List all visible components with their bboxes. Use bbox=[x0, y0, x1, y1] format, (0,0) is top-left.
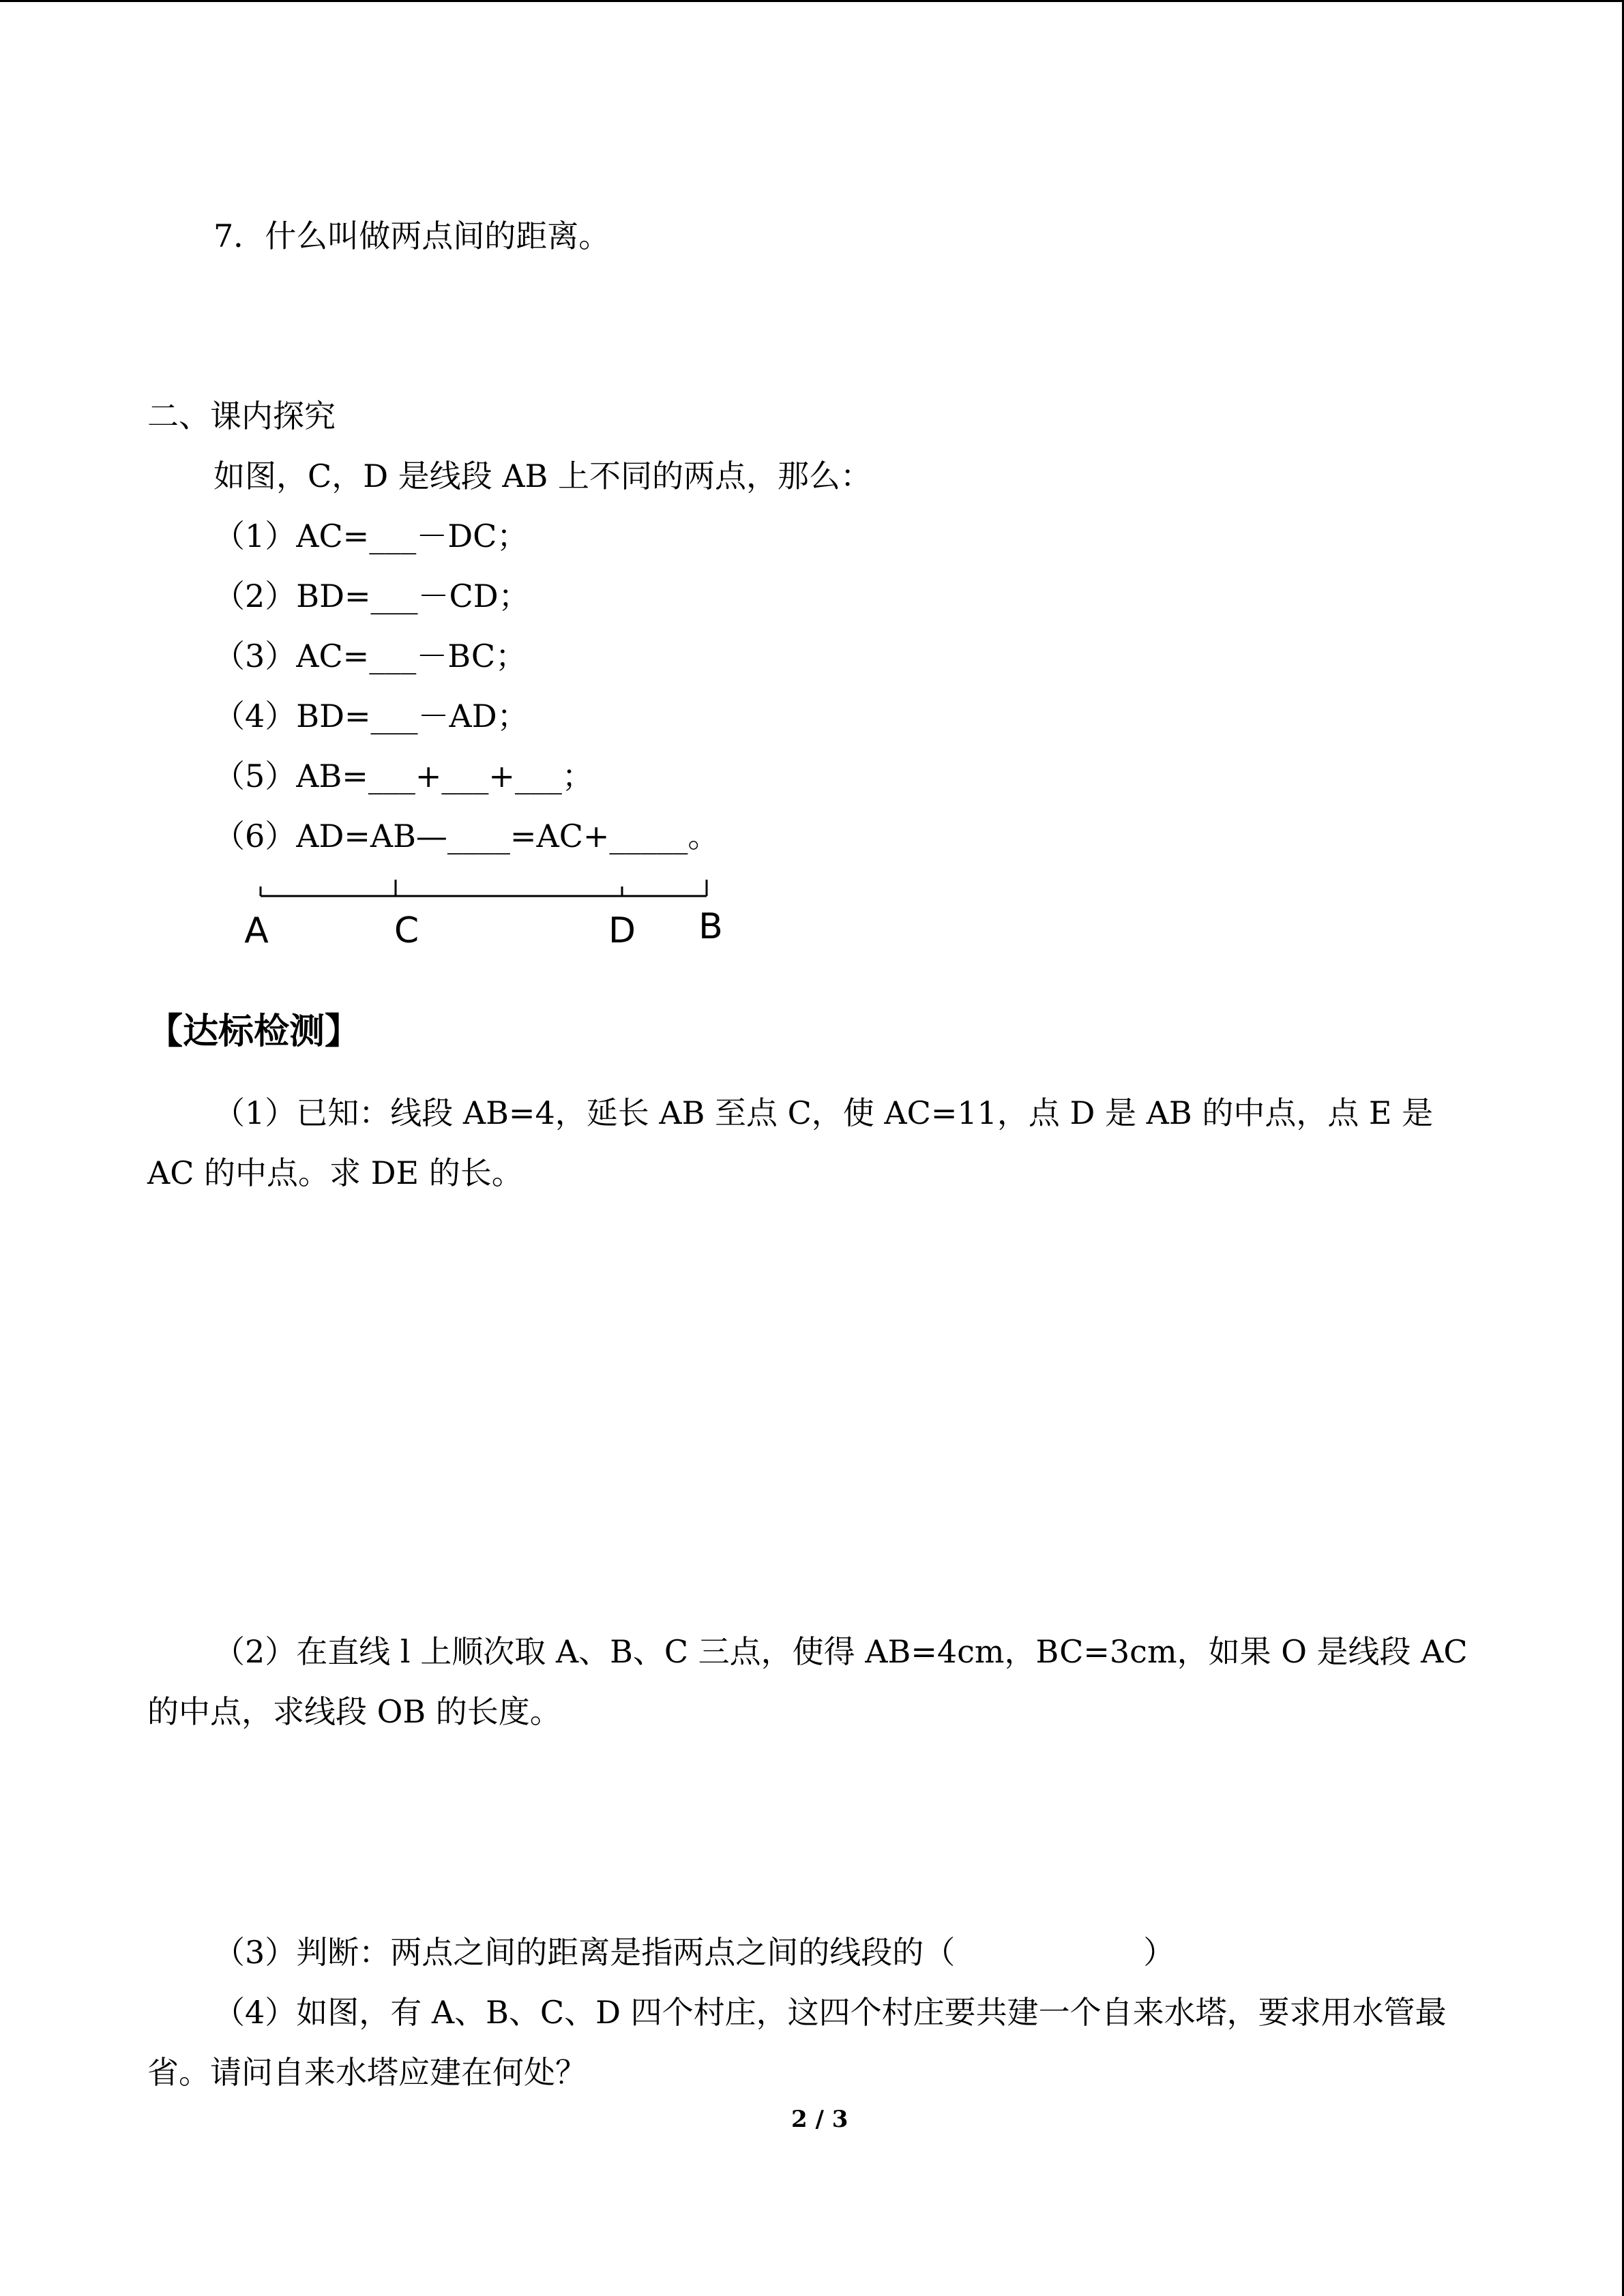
label-b: B bbox=[698, 906, 723, 947]
label-c: C bbox=[394, 910, 419, 951]
check-question-2: （2）在直线 l 上顺次取 A、B、C 三点，使得 AB=4cm，BC=3cm，如果 O 是线段 AC 的中点，求线段 OB 的长度。 bbox=[147, 1633, 1468, 1730]
top-border bbox=[0, 0, 1624, 2]
fill-item-6: （6）AD=AB—____=AC+_____。 bbox=[213, 818, 720, 854]
question-7: 7．什么叫做两点间的距离。 bbox=[213, 218, 610, 254]
fill-item-5: （5）AB=___+___+___； bbox=[213, 758, 593, 794]
check-question-3: （3）判断：两点之间的距离是指两点之间的线段的（ ） bbox=[213, 1934, 1175, 1971]
section-title: 二、课内探究 bbox=[147, 398, 336, 434]
inquiry-intro: 如图，C，D 是线段 AB 上不同的两点，那么： bbox=[213, 458, 872, 494]
fill-item-2: （2）BD=___－CD； bbox=[213, 578, 530, 614]
label-d: D bbox=[608, 910, 636, 951]
check-question-4: （4）如图，有 A、B、C、D 四个村庄，这四个村庄要共建一个自来水塔，要求用水管最省。请问自来水塔应建在何处？ bbox=[147, 1994, 1447, 2091]
fill-item-1: （1）AC=___－DC； bbox=[213, 518, 529, 554]
segment-figure bbox=[225, 866, 743, 955]
page-number: 2 / 3 bbox=[791, 2106, 848, 2133]
label-a: A bbox=[244, 910, 269, 951]
fill-item-3: （3）AC=___－BC； bbox=[213, 638, 527, 674]
check-heading: 【达标检测】 bbox=[147, 1011, 361, 1052]
fill-item-4: （4）BD=___－AD； bbox=[213, 698, 529, 734]
check-question-1: （1）已知：线段 AB=4，延长 AB 至点 C，使 AC=11，点 D 是 AB 的中点，点 E 是 AC 的中点。求 DE 的长。 bbox=[147, 1094, 1434, 1191]
